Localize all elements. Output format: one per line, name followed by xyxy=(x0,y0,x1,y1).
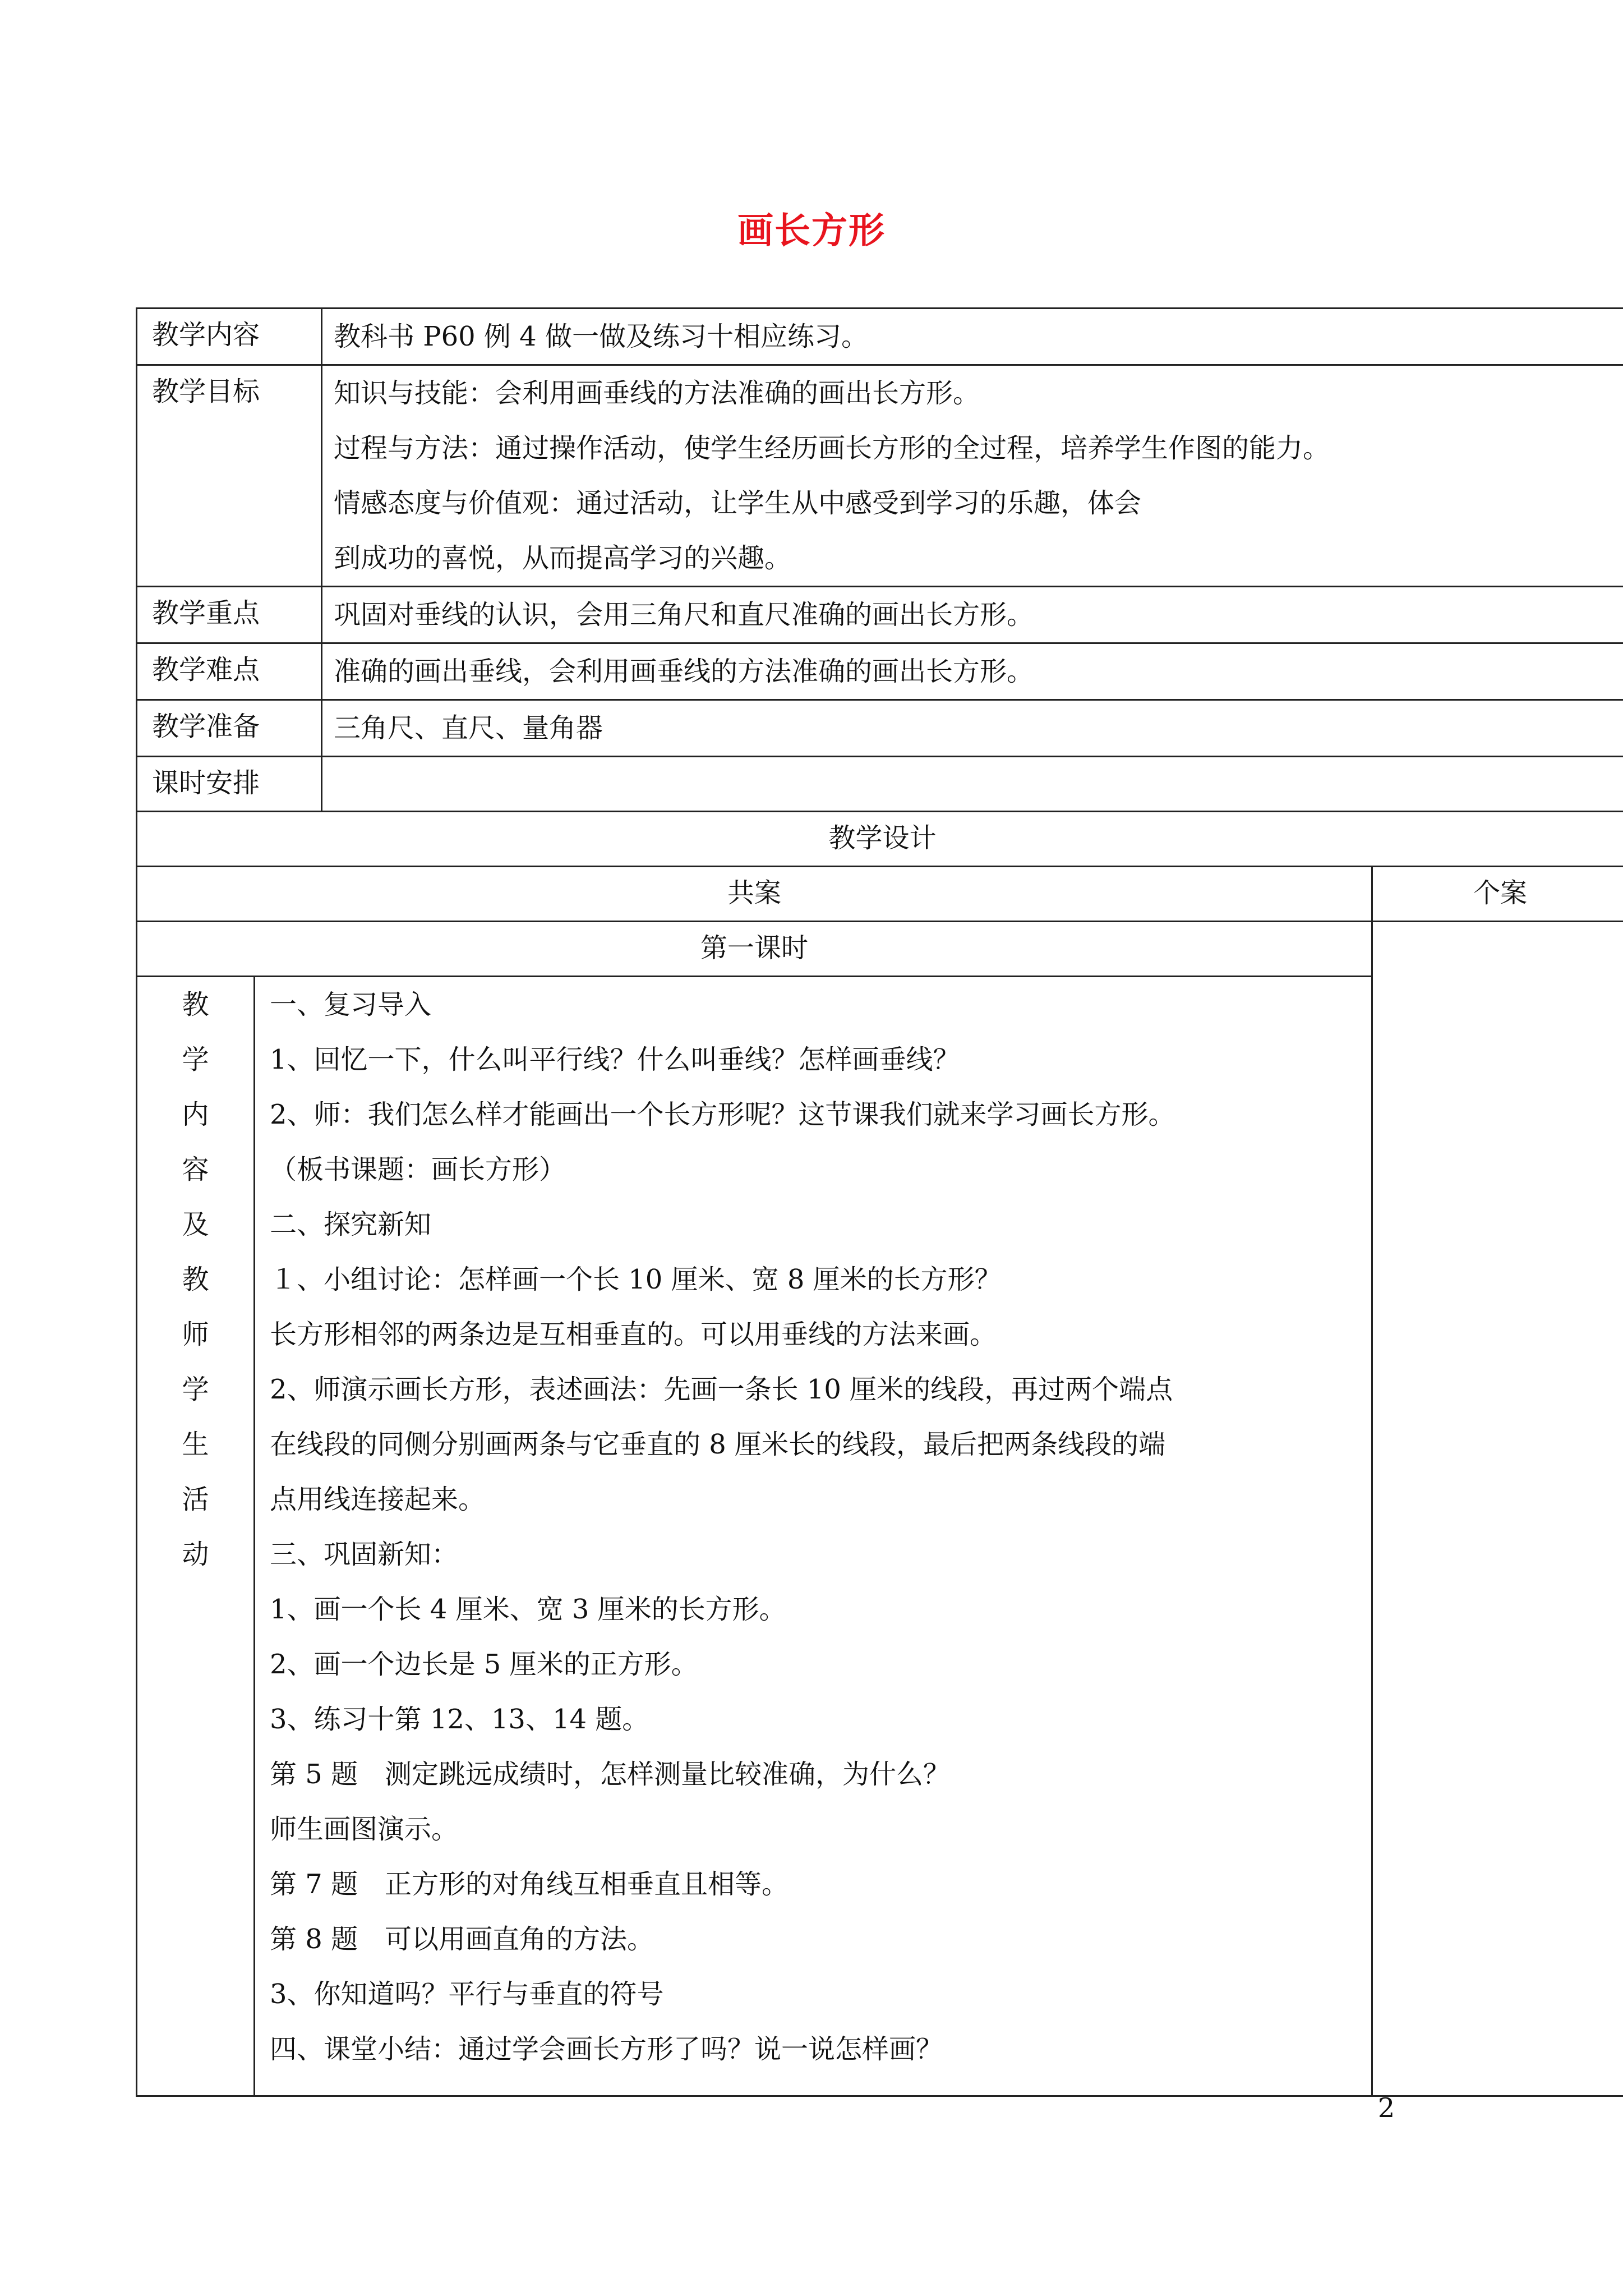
activity-line: 第 5 题 测定跳远成绩时，怎样测量比较准确，为什么？ xyxy=(270,1759,951,1790)
activity-line: （板书课题：画长方形） xyxy=(270,1154,566,1185)
lesson-header: 第一课时 xyxy=(137,922,1372,977)
side-label-char: 教 xyxy=(182,1264,209,1295)
row-label: 教学目标 xyxy=(137,365,322,587)
activity-line: 2、画一个边长是 5 厘米的正方形。 xyxy=(270,1649,698,1680)
row-content xyxy=(322,365,1623,587)
activity-line: 二、探究新知 xyxy=(270,1209,432,1240)
activity-line: 1、画一个长 4 厘米、宽 3 厘米的长方形。 xyxy=(270,1594,786,1625)
side-label-char: 活 xyxy=(182,1484,209,1515)
page-title: 画长方形 xyxy=(737,210,886,252)
row-content xyxy=(322,757,1623,812)
row-content-line: 巩固对垂线的认识，会用三角尺和直尺准确的画出长方形。 xyxy=(334,599,1034,631)
activity-line: 三、巩固新知： xyxy=(270,1539,459,1570)
activity-line: 3、练习十第 12、13、14 题。 xyxy=(270,1704,649,1735)
individual-plan-cell xyxy=(1372,922,1623,2096)
row-content-line: 三角尺、直尺、量角器 xyxy=(334,712,603,744)
activity-line: 2、师：我们怎么样才能画出一个长方形呢？这节课我们就来学习画长方形。 xyxy=(270,1099,1175,1130)
row-content xyxy=(322,643,1623,700)
activity-line: 长方形相邻的两条边是互相垂直的。可以用垂线的方法来画。 xyxy=(270,1319,997,1350)
table-row xyxy=(137,309,1623,365)
row-label: 教学准备 xyxy=(137,700,322,757)
side-label-char: 教 xyxy=(182,989,209,1020)
design-header: 教学设计 xyxy=(137,812,1623,867)
row-label: 教学重点 xyxy=(137,587,322,643)
table-row xyxy=(137,365,1623,587)
page-number: 2 xyxy=(1377,2092,1395,2124)
table-row xyxy=(137,812,1623,867)
shared-plan-header: 共案 xyxy=(137,867,1372,922)
table-row xyxy=(137,587,1623,643)
table-row xyxy=(137,922,1623,977)
side-label-char: 动 xyxy=(182,1539,209,1570)
activity-line: １、小组讨论：怎样画一个长 10 厘米、宽 8 厘米的长方形？ xyxy=(270,1264,1002,1295)
row-content-line: 到成功的喜悦，从而提高学习的兴趣。 xyxy=(334,542,792,574)
activity-line: 一、复习导入 xyxy=(270,989,432,1020)
side-label-char: 学 xyxy=(182,1044,209,1075)
row-content xyxy=(322,587,1623,643)
row-label: 教学内容 xyxy=(137,309,322,365)
row-content-line: 准确的画出垂线，会利用画垂线的方法准确的画出长方形。 xyxy=(334,656,1034,687)
activity-side-label xyxy=(137,977,255,2096)
side-label-char: 生 xyxy=(182,1429,209,1460)
lesson-plan-table xyxy=(136,307,1623,2097)
side-label-char: 师 xyxy=(182,1319,209,1350)
activity-line: 点用线连接起来。 xyxy=(270,1484,486,1515)
individual-plan-header: 个案 xyxy=(1372,867,1623,922)
activity-line: 四、课堂小结：通过学会画长方形了吗？说一说怎样画？ xyxy=(270,2033,943,2065)
side-label-char: 及 xyxy=(182,1209,209,1240)
table-row xyxy=(137,757,1623,812)
side-label-char: 学 xyxy=(182,1374,209,1405)
row-content-line: 情感态度与价值观：通过活动，让学生从中感受到学习的乐趣，体会 xyxy=(334,487,1142,519)
row-label: 教学难点 xyxy=(137,643,322,700)
row-content-line: 教科书 P60 例 4 做一做及练习十相应练习。 xyxy=(334,321,868,352)
activity-line: 3、你知道吗？平行与垂直的符号 xyxy=(270,1978,664,2010)
table-row xyxy=(137,700,1623,757)
activity-line: 师生画图演示。 xyxy=(270,1814,459,1845)
activity-line: 第 7 题 正方形的对角线互相垂直且相等。 xyxy=(270,1869,789,1900)
activity-line: 1、回忆一下，什么叫平行线？什么叫垂线？怎样画垂线？ xyxy=(270,1044,960,1075)
row-label: 课时安排 xyxy=(137,757,322,812)
row-content-line: 知识与技能：会利用画垂线的方法准确的画出长方形。 xyxy=(334,378,980,409)
table-row xyxy=(137,867,1623,922)
row-content xyxy=(322,309,1623,365)
activity-line: 2、师演示画长方形，表述画法：先画一条长 10 厘米的线段，再过两个端点 xyxy=(270,1374,1173,1405)
activity-line: 在线段的同侧分别画两条与它垂直的 8 厘米长的线段，最后把两条线段的端 xyxy=(270,1429,1166,1460)
row-content xyxy=(322,700,1623,757)
side-label-char: 容 xyxy=(182,1154,209,1185)
side-label-char: 内 xyxy=(182,1099,209,1130)
row-content-line: 过程与方法：通过操作活动，使学生经历画长方形的全过程，培养学生作图的能力。 xyxy=(334,432,1330,464)
table-row xyxy=(137,643,1623,700)
activity-line: 第 8 题 可以用画直角的方法。 xyxy=(270,1924,654,1955)
activity-content xyxy=(255,977,1372,2096)
